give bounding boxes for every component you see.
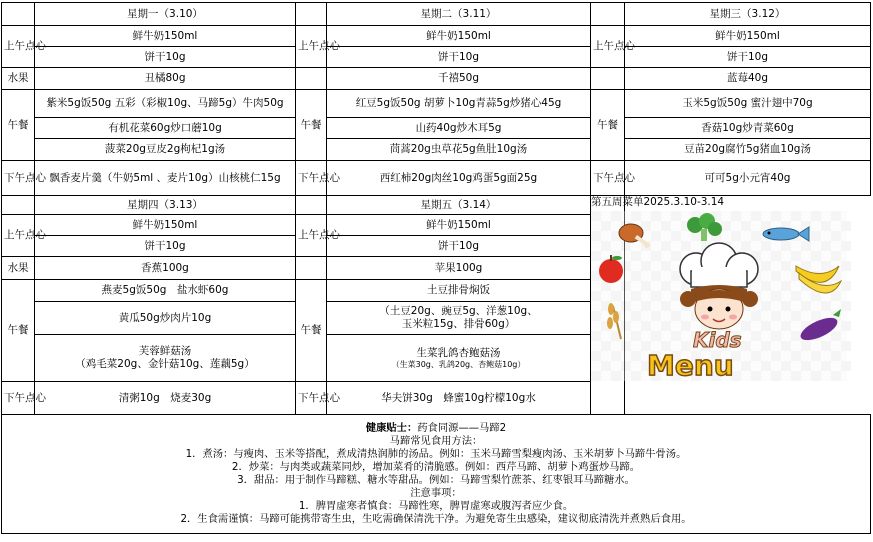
label-fruit: 水果 <box>2 257 35 280</box>
label-pm-snack: 下午点心 <box>591 161 625 196</box>
mon-fruit: 丑橘80g <box>35 68 296 90</box>
label-am-snack: 上午点心 <box>591 26 625 68</box>
label-am-snack: 上午点心 <box>2 215 35 257</box>
tue-am-snack-1: 鲜牛奶150ml <box>327 26 591 47</box>
day-header-fri: 星期五（3.14） <box>327 196 591 215</box>
health-line: 注意事项： <box>410 487 462 499</box>
thu-soup-detail: （鸡毛菜20g、金针菇10g、莲藕5g） <box>75 358 255 370</box>
label-am-snack: 上午点心 <box>296 215 327 257</box>
mon-pm-snack: 飘香麦片羹（牛奶5ml 、麦片10g）山核桃仁15g <box>35 161 296 196</box>
label-pm-snack: 下午点心 <box>296 382 327 415</box>
thu-pm-snack: 清粥10g 烧麦30g <box>35 382 296 415</box>
label-lunch: 午餐 <box>296 90 327 161</box>
fri-soup-detail: （生菜30g、乳鸽20g、杏鲍菇10g） <box>391 359 526 369</box>
health-line: 3．甜品：用于制作马蹄糕、糖水等甜品。例如：马蹄雪梨竹蔗茶、红枣银耳马蹄糖水。 <box>237 474 635 486</box>
label-lunch: 午餐 <box>2 90 35 161</box>
wed-pm-snack: 可可5g小元宵40g <box>625 161 871 196</box>
fri-fruit: 苹果100g <box>327 257 591 280</box>
thu-lunch-1: 燕麦5g饭50g 盐水虾60g <box>35 280 296 302</box>
thu-am-snack-2: 饼干10g <box>35 236 296 257</box>
label-am-snack: 上午点心 <box>2 26 35 68</box>
corner-cell <box>591 3 625 26</box>
tue-lunch-2: 山药40g炒木耳5g <box>327 118 591 139</box>
wed-lunch-3: 豆苗20g腐竹5g猪血10g汤 <box>625 139 871 161</box>
menu-text: Menu <box>647 349 734 382</box>
tue-fruit: 千禧50g <box>327 68 591 90</box>
health-line: 1．煮汤：与瘦肉、玉米等搭配，煮成清热润肺的汤品。例如：玉米马蹄雪梨瘦肉汤、玉米胡萝卜马蹄牛骨汤。 <box>185 448 687 460</box>
fri-lunch-detail-2: 玉米粒15g、排骨60g） <box>401 318 516 330</box>
week-image-cell <box>591 196 742 415</box>
health-tips <box>2 415 871 534</box>
wed-lunch-1: 玉米5g饭50g 蜜汁翅中70g <box>625 90 871 118</box>
day-header-tue: 星期二（3.11） <box>327 3 591 26</box>
fri-pm-snack: 华夫饼30g 蜂蜜10g柠檬10g水 <box>327 382 591 415</box>
day-header-mon: 星期一（3.10） <box>35 3 296 26</box>
thu-lunch-3 <box>35 335 296 382</box>
wed-am-snack-2: 饼干10g <box>625 47 871 68</box>
fri-am-snack-1: 鲜牛奶150ml <box>327 215 591 236</box>
tue-lunch-3: 茼蒿20g虫草花5g鱼肚10g汤 <box>327 139 591 161</box>
label-lunch: 午餐 <box>296 280 327 382</box>
corner-cell <box>296 3 327 26</box>
wed-fruit: 蓝莓40g <box>625 68 871 90</box>
label-fruit: 水果 <box>2 68 35 90</box>
health-line: 2．炒菜：与肉类或蔬菜同炒，增加菜肴的清脆感。例如：西芹马蹄、胡萝卜鸡蛋炒马蹄。 <box>231 461 641 473</box>
mon-am-snack-2: 饼干10g <box>35 47 296 68</box>
health-title-rest: 药食同源——马蹄2 <box>417 422 507 434</box>
label-pm-snack: 下午点心 <box>2 161 35 196</box>
kids-menu-illustration <box>591 211 847 381</box>
mon-lunch-1: 紫米5g饭50g 五彩（彩椒10g、马蹄5g）牛肉50g <box>35 90 296 118</box>
mon-lunch-3: 菠菜20g豆皮2g枸杞1g汤 <box>35 139 296 161</box>
empty-label-cell <box>296 68 327 90</box>
day-header-wed: 星期三（3.12） <box>625 3 871 26</box>
health-title-line <box>4 422 868 435</box>
thu-fruit: 香蕉100g <box>35 257 296 280</box>
wed-lunch-2: 香菇10g炒青菜60g <box>625 118 871 139</box>
corner-cell <box>2 3 35 26</box>
thu-lunch-2: 黄瓜50g炒肉片10g <box>35 302 296 335</box>
fri-am-snack-2: 饼干10g <box>327 236 591 257</box>
week-title: 第五周菜单2025.3.10-3.14 <box>591 196 725 208</box>
fri-lunch-detail-1: （土豆20g、豌豆5g、洋葱10g、 <box>379 305 538 317</box>
mon-am-snack-1: 鲜牛奶150ml <box>35 26 296 47</box>
weekly-menu-table <box>1 2 871 534</box>
fri-soup-name: 生菜乳鸽杏鲍菇汤 <box>416 346 501 359</box>
health-line: 1．脾胃虚寒者慎食：马蹄性寒，脾胃虚寒或腹泻者应少食。 <box>298 500 574 512</box>
empty-label-cell <box>591 68 625 90</box>
tue-lunch-1: 红豆5g饭50g 胡萝卜10g青蒜5g炒猪心45g <box>327 90 591 118</box>
label-lunch: 午餐 <box>591 90 625 161</box>
label-pm-snack: 下午点心 <box>2 382 35 415</box>
corner-cell <box>296 196 327 215</box>
health-line: 马蹄常见食用方法： <box>389 435 483 447</box>
tue-pm-snack: 西红柿20g肉丝10g鸡蛋5g面25g <box>327 161 591 196</box>
thu-soup-name: 芙蓉鲜菇汤 <box>138 345 192 357</box>
day-header-thu: 星期四（3.13） <box>35 196 296 215</box>
label-am-snack: 上午点心 <box>296 26 327 68</box>
fri-lunch-1: 土豆排骨焖饭 <box>327 280 591 302</box>
kids-text: Kids <box>693 328 742 352</box>
fri-lunch-2 <box>327 302 591 335</box>
wed-am-snack-1: 鲜牛奶150ml <box>625 26 871 47</box>
health-line: 2．生食需谨慎：马蹄可能携带寄生虫，生吃需确保清洗干净。为避免寄生虫感染，建议彻底清洗并煮熟后食用。 <box>180 513 692 525</box>
corner-cell <box>2 196 35 215</box>
fri-lunch-3 <box>327 335 591 382</box>
label-lunch: 午餐 <box>2 280 35 382</box>
empty-label-cell <box>296 257 327 280</box>
thu-am-snack-1: 鲜牛奶150ml <box>35 215 296 236</box>
mon-lunch-2: 有机花菜60g炒口蘑10g <box>35 118 296 139</box>
tue-am-snack-2: 饼干10g <box>327 47 591 68</box>
health-title: 健康贴士： <box>365 422 418 434</box>
label-pm-snack: 下午点心 <box>296 161 327 196</box>
